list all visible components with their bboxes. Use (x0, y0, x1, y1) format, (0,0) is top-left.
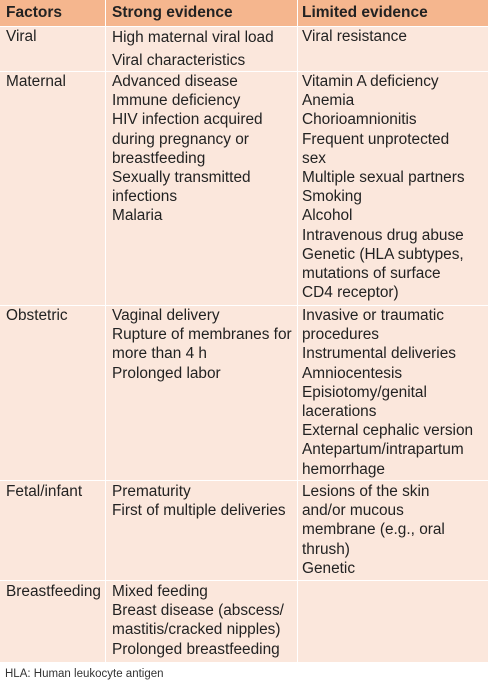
list-item: during pregnancy or (112, 130, 249, 148)
factor-label: Viral (6, 28, 37, 45)
row-fetal-infant-limited (302, 482, 445, 578)
header-strong-evidence: Strong evidence (112, 4, 233, 21)
list-item: Smoking (302, 188, 362, 206)
row-maternal-factor (6, 72, 66, 91)
list-item: Sexually transmitted (112, 168, 251, 186)
list-item: Immune deficiency (112, 92, 241, 110)
list-item: sex (302, 149, 326, 167)
list-item: Amniocentesis (302, 364, 403, 382)
row-maternal-strong (112, 72, 263, 226)
list-item: and/or mucous (302, 502, 404, 520)
row-viral-limited (302, 27, 407, 46)
list-item: Episiotomy/genital (302, 383, 427, 401)
header-limited-evidence: Limited evidence (302, 4, 428, 21)
list-item: Viral resistance (302, 28, 407, 45)
row-divider (0, 480, 488, 481)
column-divider (105, 0, 106, 662)
row-fetal-infant-factor (6, 482, 82, 501)
row-obstetric-strong (112, 306, 292, 383)
factor-label: Obstetric (6, 307, 68, 324)
list-item: Anemia (302, 92, 355, 110)
list-item: Malaria (112, 207, 163, 225)
list-item: mastitis/cracked nipples) (112, 621, 281, 639)
list-item: thrush) (302, 540, 350, 558)
factor-label: Maternal (6, 73, 66, 90)
list-item: Multiple sexual partners (302, 168, 465, 186)
list-item: Prematurity (112, 483, 191, 500)
list-item: hemorrhage (302, 460, 385, 478)
list-item: mutations of surface (302, 264, 441, 282)
list-item: External cephalic version (302, 422, 474, 440)
list-item: Breast disease (abscess/ (112, 602, 284, 620)
list-item: Antepartum/intrapartum (302, 441, 464, 459)
list-item: Frequent unprotected (302, 130, 450, 148)
header-factors: Factors (6, 4, 62, 21)
factor-label: Breastfeeding (6, 583, 101, 600)
list-item: lacerations (302, 402, 377, 420)
list-item: membrane (e.g., oral (302, 521, 445, 539)
list-item: Lesions of the skin (302, 483, 430, 500)
list-item: Chorioamnionitis (302, 111, 417, 129)
list-item: breastfeeding (112, 149, 206, 167)
list-item: infections (112, 188, 178, 206)
list-item: Advanced disease (112, 73, 238, 90)
list-item: Intravenous drug abuse (302, 226, 464, 244)
list-item: CD4 receptor) (302, 284, 399, 302)
row-fetal-infant-strong (112, 482, 286, 520)
list-item: Alcohol (302, 207, 353, 225)
row-viral-strong (112, 27, 274, 72)
table-header (0, 0, 488, 26)
list-item: more than 4 h (112, 345, 207, 363)
column-divider (297, 0, 298, 662)
list-item: Invasive or traumatic (302, 307, 444, 324)
row-viral-factor (6, 27, 37, 46)
list-item: Prolonged breastfeeding (112, 640, 280, 658)
list-item: Vaginal delivery (112, 307, 220, 324)
row-breastfeeding-strong (112, 582, 284, 659)
row-breastfeeding-factor (6, 582, 101, 601)
row-obstetric-limited (302, 306, 473, 479)
list-item: Genetic (302, 559, 356, 577)
list-item: Instrumental deliveries (302, 345, 456, 363)
list-item: Rupture of membranes for (112, 326, 292, 344)
row-maternal-limited (302, 72, 465, 302)
list-item: Mixed feeding (112, 583, 208, 600)
list-item: Prolonged labor (112, 364, 221, 382)
list-item: HIV infection acquired (112, 111, 263, 129)
list-item: Viral characteristics (112, 51, 246, 69)
table-footnote: HLA: Human leukocyte antigen (5, 668, 164, 680)
factor-label: Fetal/infant (6, 483, 83, 500)
row-divider (0, 580, 488, 581)
list-item: First of multiple deliveries (112, 502, 286, 520)
list-item: High maternal viral load (112, 29, 274, 46)
list-item: procedures (302, 326, 379, 344)
list-item: Genetic (HLA subtypes, (302, 245, 464, 263)
row-obstetric-factor (6, 306, 68, 325)
list-item: Vitamin A deficiency (302, 73, 439, 90)
